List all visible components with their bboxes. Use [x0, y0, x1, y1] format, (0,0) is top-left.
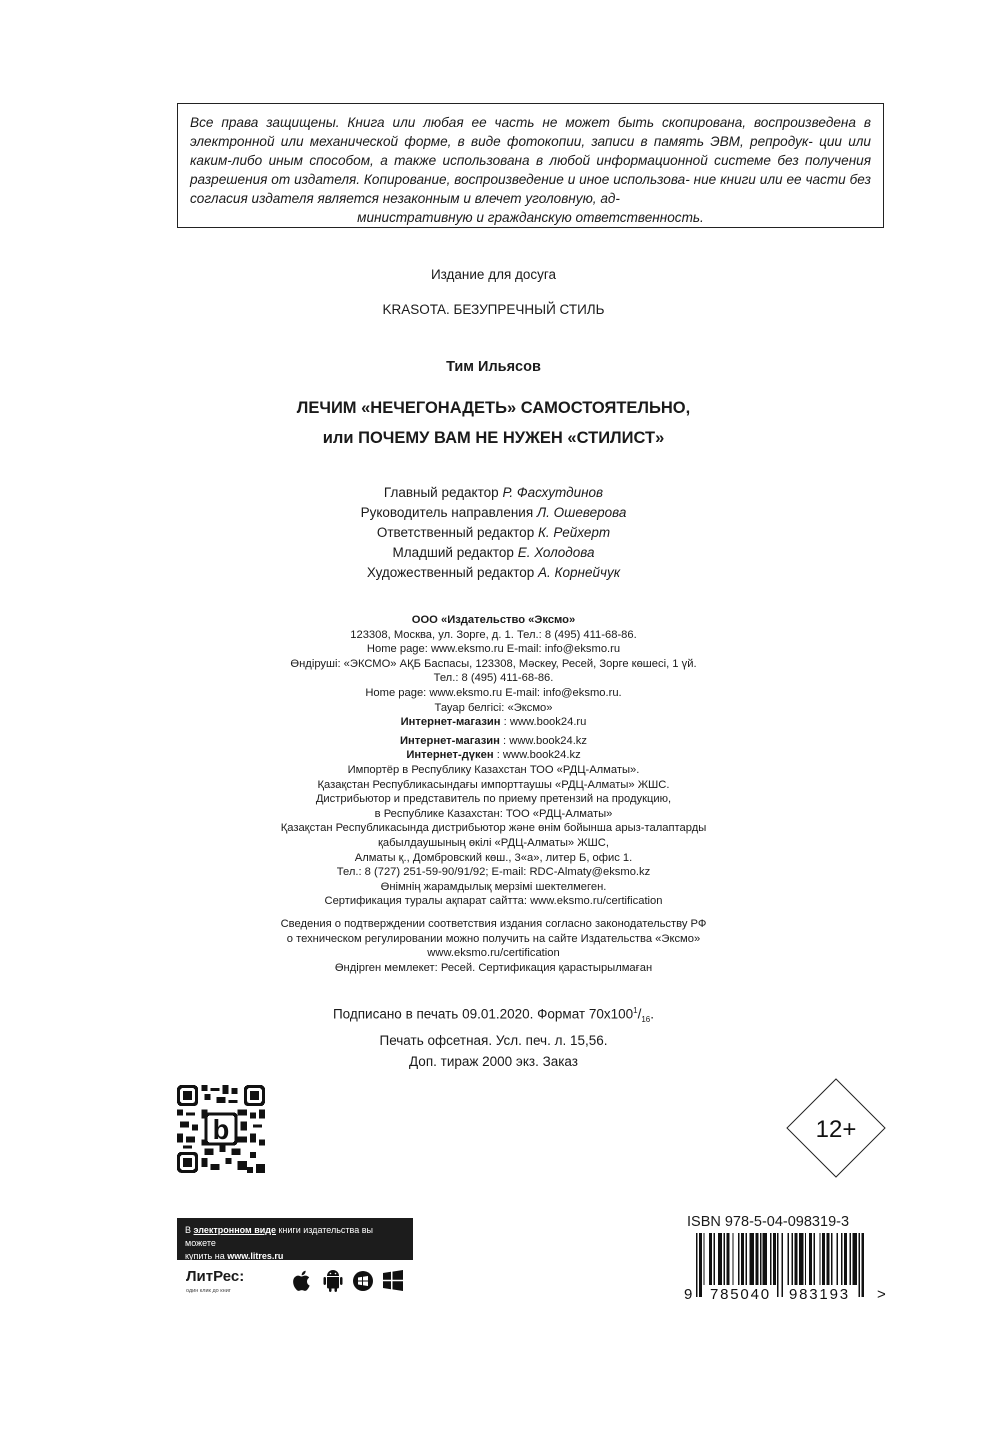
copyright-line: Все права защищены. Книга или любая ее часть не может быть скопирована, воспроизведена [190, 115, 856, 130]
distributor-kk: Қазақстан Республикасында дистрибьютор және өнім бойынша арыз-талаптарды [280, 822, 707, 835]
cert-line: www.eksmo.ru/certification [427, 947, 560, 960]
credit-line [0, 545, 987, 560]
almaty-address: Алматы қ., Домбровский көш., 3«а», литер Б, офис 1. [354, 851, 633, 864]
barcode-bar [787, 1233, 788, 1285]
credit-name: Е. Холодова [517, 545, 595, 560]
almaty-contacts: Тел.: 8 (727) 251-59-90/91/92; E-mail: RDC-Almaty@eksmo.kz [336, 866, 651, 879]
barcode-bar [760, 1233, 761, 1285]
barcode-bar [837, 1233, 838, 1285]
barcode-bar [858, 1233, 859, 1297]
barcode-bar [750, 1233, 754, 1285]
credit-role: Ответственный редактор [376, 525, 535, 540]
copyright-notice [177, 103, 884, 228]
barcode-bar [777, 1233, 778, 1297]
age-rating-badge [786, 1078, 886, 1178]
signed-to-print: Подписано в печать 09.01.2020. Формат $70х100^1/_{16}$. [332, 1006, 655, 1025]
importer: Импортёр в Республику Казахстан ТОО «РДЦ-Алматы». [347, 763, 640, 776]
android-icon [322, 1268, 344, 1294]
credit-line [0, 525, 987, 540]
credit-role: Младший редактор [392, 545, 514, 560]
barcode-bar [741, 1233, 744, 1285]
credit-role: Главный редактор [383, 485, 499, 500]
windows-icon [382, 1268, 404, 1294]
barcode-bar [813, 1233, 814, 1285]
litres-banner-line-2: купить на www.litres.ru [185, 1251, 284, 1261]
publisher-contacts: Home page: www.eksmo.ru E-mail: info@eksmo.ru [366, 643, 621, 656]
barcode-first-digit: 9 [684, 1286, 693, 1303]
credit-name: А. Корнейчук [538, 565, 621, 580]
online-shop-kk: Интернет-дүкен : www.book24.kz [406, 749, 581, 762]
barcode-bar [841, 1233, 842, 1285]
maker-contacts: Home page: www.eksmo.ru E-mail: info@eksmo.ru. [365, 686, 622, 699]
credit-role: Художественный редактор [366, 565, 535, 580]
distributor-kk-2: қабылдаушының өкілі «РДЦ-Алматы» ЖШС, [378, 836, 609, 849]
book-title-line-2: или ПОЧЕМУ ВАМ НЕ НУЖЕН «СТИЛИСТ» [322, 429, 665, 447]
online-shop-kz: Интернет-магазин : www.book24.kz [400, 734, 587, 747]
publisher-address: 123308, Москва, ул. Зорге, д. 1. Тел.: 8 (495) 411-68-86. [350, 628, 637, 641]
book-title-line-1: ЛЕЧИМ «НЕЧЕГОНАДЕТЬ» САМОСТОЯТЕЛЬНО, [296, 399, 691, 417]
copyright-line: министративную и гражданскую ответственность. [357, 210, 704, 225]
copyright-line: в электронной или механической форме, в виде фотокопии, записи в память ЭВМ, репродук- [190, 115, 871, 149]
series-name: KRASOTA. БЕЗУПРЕЧНЫЙ СТИЛЬ [382, 302, 605, 317]
barcode-bar [718, 1233, 722, 1285]
print-data [0, 1000, 987, 1072]
distributor-2: в Республике Казахстан: ТОО «РДЦ-Алматы» [374, 807, 613, 820]
copyright-line: без получения разрешения от издателя. Копирование, воспроизведение и иное использова- [190, 153, 872, 187]
barcode-bar [763, 1233, 767, 1285]
barcode-bar [795, 1233, 798, 1285]
credit-name: Л. Ошеверова [536, 505, 627, 520]
age-rating-text: 12+ [815, 1116, 857, 1143]
cert-line: Сведения о подтверждении соответствия издания согласно законодательству РФ [280, 918, 707, 930]
publisher-imprint [0, 613, 987, 909]
barcode-bar [850, 1233, 851, 1285]
edition-type: Издание для досуга [430, 267, 557, 282]
barcode [684, 1233, 888, 1303]
barcode-bar [819, 1233, 820, 1285]
barcode-bar [822, 1233, 825, 1285]
barcode-bar [696, 1233, 697, 1297]
barcode-bar [713, 1233, 714, 1285]
cert-line: о техническом регулировании можно получить на сайте Издательства «Эксмо» [286, 932, 701, 945]
isbn: ISBN 978-5-04-098319-3 [687, 1214, 850, 1230]
publisher-name: ООО «Издательство «Эксмо» [411, 614, 576, 626]
barcode-bar [809, 1233, 812, 1285]
litres-logo: ЛитРес: [186, 1268, 245, 1285]
barcode-bar [792, 1233, 793, 1285]
barcode-bar [755, 1233, 758, 1285]
barcode-bar [831, 1233, 832, 1285]
litres-banner [177, 1218, 413, 1260]
copyright-line: ние книги или ее части без согласия издателя является незаконным и влечет уголовную, ад- [190, 172, 872, 206]
distributor: Дистрибьютор и представитель по приему претензий на продукцию, [315, 793, 672, 806]
credit-role: Руководитель направления [360, 505, 534, 520]
online-shop-ru: Интернет-магазин : www.book24.ru [400, 716, 587, 729]
copyright-line: ции или каким-либо иным способом, а также использована в любой информационной системе [190, 134, 871, 168]
litres-banner-line-1: В электронном виде книги издательства вы можете [185, 1225, 373, 1248]
print-run: Доп. тираж 2000 экз. Заказ [409, 1054, 578, 1070]
credit-line [0, 485, 987, 500]
certification-info: Сертификация туралы ақпарат сайтта: www.eksmo.ru/certification [324, 895, 663, 908]
barcode-bar [770, 1233, 771, 1285]
barcode-bar [703, 1233, 704, 1285]
barcode-bar [827, 1233, 830, 1285]
barcode-bar [732, 1233, 733, 1285]
author-name: Тим Ильясов [446, 359, 541, 375]
importer-kk: Қазақстан Республикасындағы импорттаушы «РДЦ-Алматы» ЖШС. [317, 778, 670, 791]
barcode-bar [724, 1233, 725, 1285]
svg-text:b: b [212, 1114, 230, 1146]
barcode-bar [726, 1233, 729, 1285]
trademark: Тауар белгісі: «Эксмо» [434, 701, 553, 714]
barcode-bar [745, 1233, 746, 1285]
windows-phone-icon [352, 1268, 374, 1294]
barcode-bar [799, 1233, 803, 1285]
barcode-bar [773, 1233, 776, 1285]
barcode-left-digits: 785040 [710, 1286, 771, 1303]
credit-name: К. Рейхерт [537, 525, 611, 540]
barcode-bar [782, 1233, 783, 1297]
barcode-bar [738, 1233, 739, 1285]
print-specs: Печать офсетная. Усл. печ. л. 15,56. [379, 1033, 608, 1049]
certification-block [0, 917, 987, 975]
barcode-bar [853, 1233, 857, 1285]
barcode-bar [844, 1233, 847, 1285]
barcode-bar [699, 1233, 702, 1297]
credit-line [0, 505, 987, 520]
maker-tel: Тел.: 8 (495) 411-68-86. [433, 672, 554, 685]
credit-line [0, 565, 987, 580]
barcode-bar [861, 1233, 864, 1297]
barcode-end-marker: > [877, 1286, 886, 1303]
shelf-life: Өнімнің жарамдылық мерзімі шектелмеген. [380, 880, 607, 893]
credit-name: Р. Фасхутдинов [502, 485, 604, 500]
barcode-bar [709, 1233, 712, 1285]
barcode-bar [805, 1233, 806, 1285]
litres-tagline: один клик до книг [186, 1288, 231, 1294]
barcode-right-digits: 983193 [789, 1286, 850, 1303]
apple-icon [292, 1268, 314, 1294]
qr-code [177, 1085, 265, 1173]
cert-line: Өндірген мемлекет: Ресей. Сертификация қарастырылмаған [334, 961, 653, 974]
maker-kk: Өндіруші: «ЭКСМО» АҚБ Баспасы, 123308, Мәскеу, Ресей, Зорге көшесі, 1 үй. [290, 657, 697, 670]
